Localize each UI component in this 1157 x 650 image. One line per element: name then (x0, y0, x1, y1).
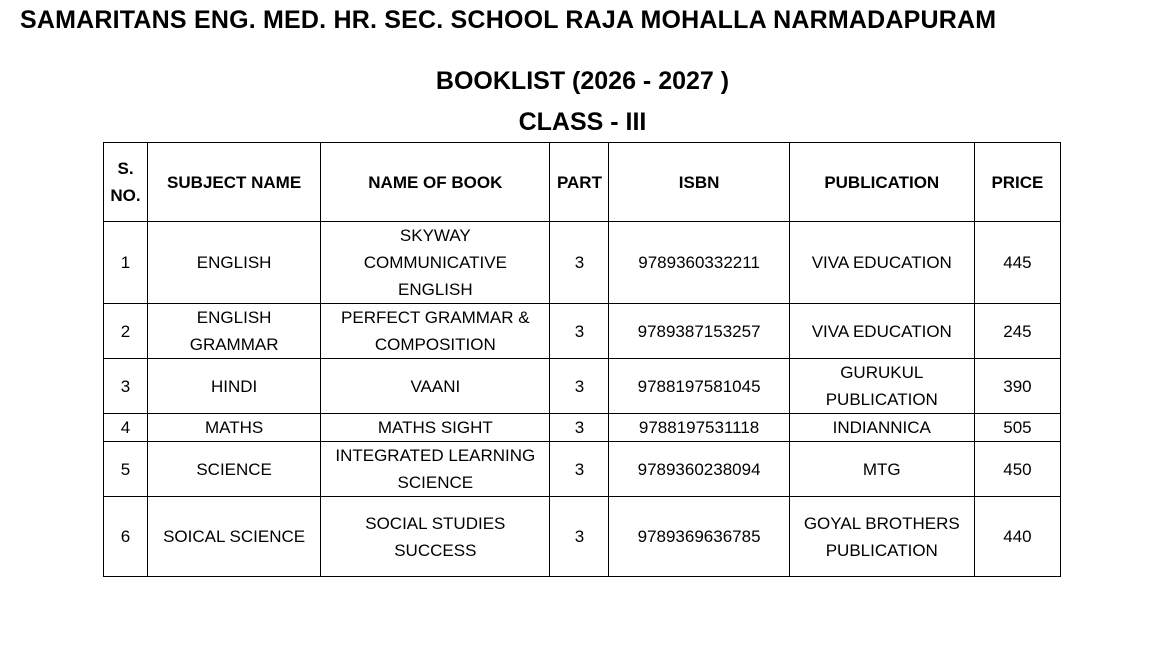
cell-publication: VIVA EDUCATION (789, 222, 974, 304)
cell-isbn: 9789369636785 (609, 497, 789, 577)
column-header-subject: SUBJECT NAME (148, 143, 321, 222)
cell-subject: ENGLISH GRAMMAR (148, 304, 321, 359)
cell-isbn: 9788197531118 (609, 414, 789, 442)
cell-subject: SOICAL SCIENCE (148, 497, 321, 577)
cell-part: 3 (550, 304, 609, 359)
cell-price: 450 (974, 442, 1060, 497)
table-header-row (104, 143, 1061, 222)
cell-publication: GOYAL BROTHERS PUBLICATION (789, 497, 974, 577)
cell-isbn: 9789360238094 (609, 442, 789, 497)
table-row (104, 442, 1061, 497)
cell-isbn: 9789360332211 (609, 222, 789, 304)
cell-part: 3 (550, 359, 609, 414)
cell-price: 245 (974, 304, 1060, 359)
column-header-sno: S. NO. (104, 143, 148, 222)
cell-publication: VIVA EDUCATION (789, 304, 974, 359)
booklist-title: BOOKLIST (2026 - 2027 ) (435, 67, 730, 95)
cell-book: MATHS SIGHT (321, 414, 550, 442)
column-header-book: NAME OF BOOK (321, 143, 550, 222)
cell-sno: 3 (104, 359, 148, 414)
cell-book: SOCIAL STUDIES SUCCESS (321, 497, 550, 577)
cell-book: SKYWAY COMMUNICATIVE ENGLISH (321, 222, 550, 304)
column-header-part: PART (550, 143, 609, 222)
column-header-publication: PUBLICATION (789, 143, 974, 222)
school-name: SAMARITANS ENG. MED. HR. SEC. SCHOOL RAJA MOHALLA NARMADAPURAM (20, 6, 997, 34)
column-header-isbn: ISBN (609, 143, 789, 222)
booklist-table (103, 142, 1061, 577)
cell-subject: SCIENCE (148, 442, 321, 497)
cell-price: 390 (974, 359, 1060, 414)
column-header-price: PRICE (974, 143, 1060, 222)
cell-subject: ENGLISH (148, 222, 321, 304)
cell-part: 3 (550, 442, 609, 497)
cell-isbn: 9789387153257 (609, 304, 789, 359)
cell-publication: INDIANNICA (789, 414, 974, 442)
table-row (104, 497, 1061, 577)
cell-publication: MTG (789, 442, 974, 497)
cell-book: VAANI (321, 359, 550, 414)
cell-price: 440 (974, 497, 1060, 577)
cell-sno: 6 (104, 497, 148, 577)
cell-price: 445 (974, 222, 1060, 304)
cell-subject: HINDI (148, 359, 321, 414)
cell-part: 3 (550, 497, 609, 577)
table-row (104, 359, 1061, 414)
cell-sno: 5 (104, 442, 148, 497)
table-row (104, 414, 1061, 442)
cell-book: PERFECT GRAMMAR & COMPOSITION (321, 304, 550, 359)
cell-part: 3 (550, 414, 609, 442)
cell-sno: 2 (104, 304, 148, 359)
cell-book: INTEGRATED LEARNING SCIENCE (321, 442, 550, 497)
cell-subject: MATHS (148, 414, 321, 442)
cell-isbn: 9788197581045 (609, 359, 789, 414)
cell-sno: 1 (104, 222, 148, 304)
cell-part: 3 (550, 222, 609, 304)
cell-publication: GURUKUL PUBLICATION (789, 359, 974, 414)
cell-price: 505 (974, 414, 1060, 442)
cell-sno: 4 (104, 414, 148, 442)
table-row (104, 222, 1061, 304)
class-title: CLASS - III (518, 108, 647, 136)
table-row (104, 304, 1061, 359)
